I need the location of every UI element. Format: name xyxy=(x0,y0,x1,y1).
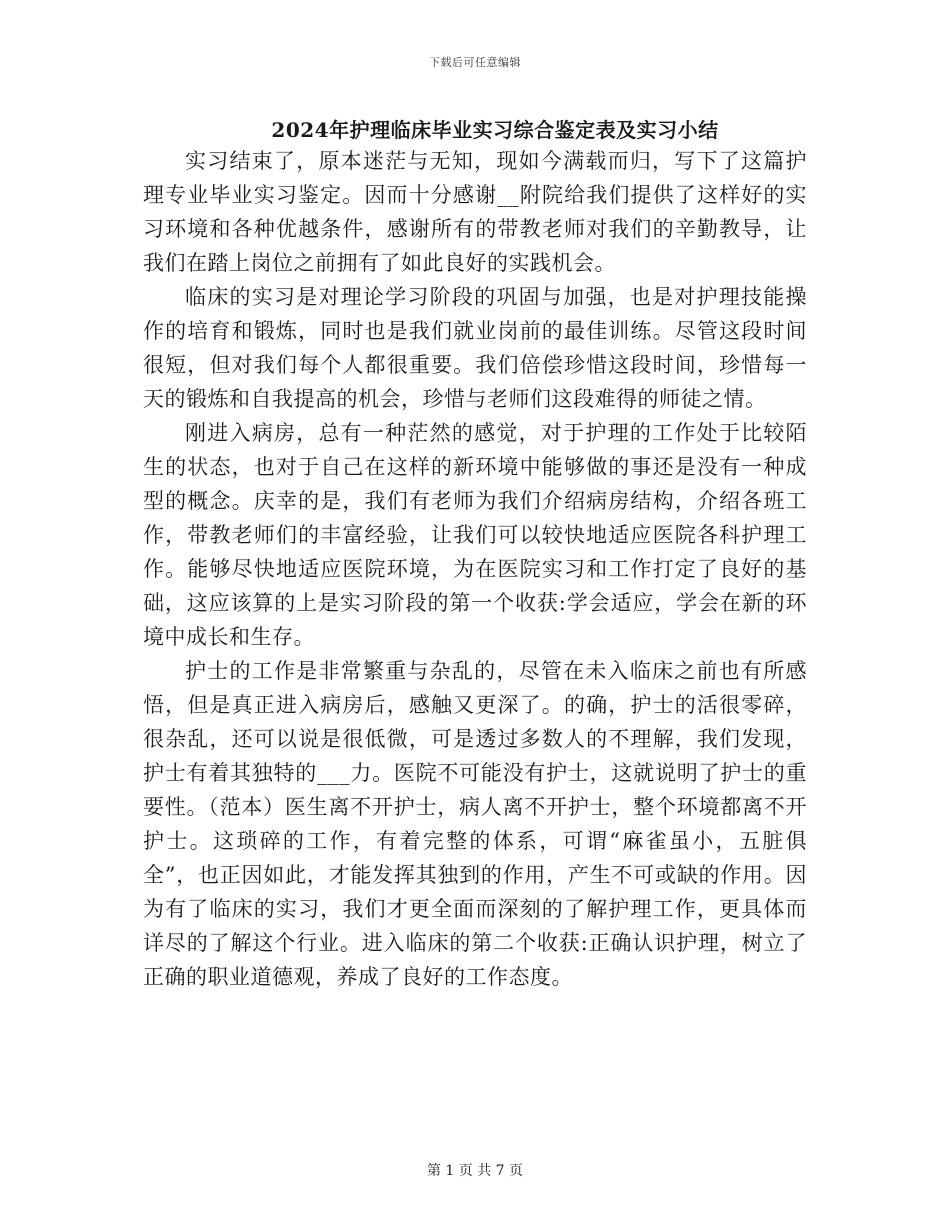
paragraph-3: 刚进入病房，总有一种茫然的感觉，对于护理的工作处于比较陌生的状态，也对于自己在这样的新环境中能够做的事还是没有一种成型的概念。庆幸的是，我们有老师为我们介绍病房结构，介绍各班工作，带教老师们的丰富经验，让我们可以较快地适应医院各科护理工作。能够尽快地适应医院环境，为在医院实习和工作打定了良好的基础，这应该算的上是实习阶段的第一个收获:学会适应，学会在新的环境中成长和生存。 xyxy=(143,421,807,649)
paragraph-2: 临床的实习是对理论学习阶段的巩固与加强，也是对护理技能操作的培育和锻炼，同时也是我们就业岗前的最佳训练。尽管这段时间很短，但对我们每个人都很重要。我们倍偿珍惜这段时间，珍惜每一天的锻炼和自我提高的机会，珍惜与老师们这段难得的师徒之情。 xyxy=(143,285,807,411)
page-number: 第 1 页 共 7 页 xyxy=(426,1163,524,1179)
paragraph-1: 实习结束了，原本迷茫与无知，现如今满载而归，写下了这篇护理专业毕业实习鉴定。因而十分感谢__附院给我们提供了这样好的实习环境和各种优越条件，感谢所有的带教老师对我们的辛勤教导，让我们在踏上岗位之前拥有了如此良好的实践机会。 xyxy=(143,149,807,275)
document-body xyxy=(143,144,807,994)
download-note: 下载后可任意编辑 xyxy=(429,56,521,69)
document-title: 2024年护理临床毕业实习综合鉴定表及实习小结 xyxy=(271,118,719,142)
paragraph-4: 护士的工作是非常繁重与杂乱的，尽管在未入临床之前也有所感悟，但是真正进入病房后，感触又更深了。的确，护士的活很零碎，很杂乱，还可以说是很低微，可是透过多数人的不理解，我们发现，护士有着其独特的___力。医院不可能没有护士，这就说明了护士的重要性。（范本）医生离不开护士，病人离不开护士，整个环境都离不开护士。这琐碎的工作，有着完整的体系，可谓“麻雀虽小，五脏俱全”，也正因如此，才能发挥其独到的作用，产生不可或缺的作用。因为有了临床的实习，我们才更全面而深刻的了解护理工作，更具体而详尽的了解这个行业。进入临床的第二个收获:正确认识护理，树立了正确的职业道德观，养成了良好的工作态度。 xyxy=(143,659,807,989)
